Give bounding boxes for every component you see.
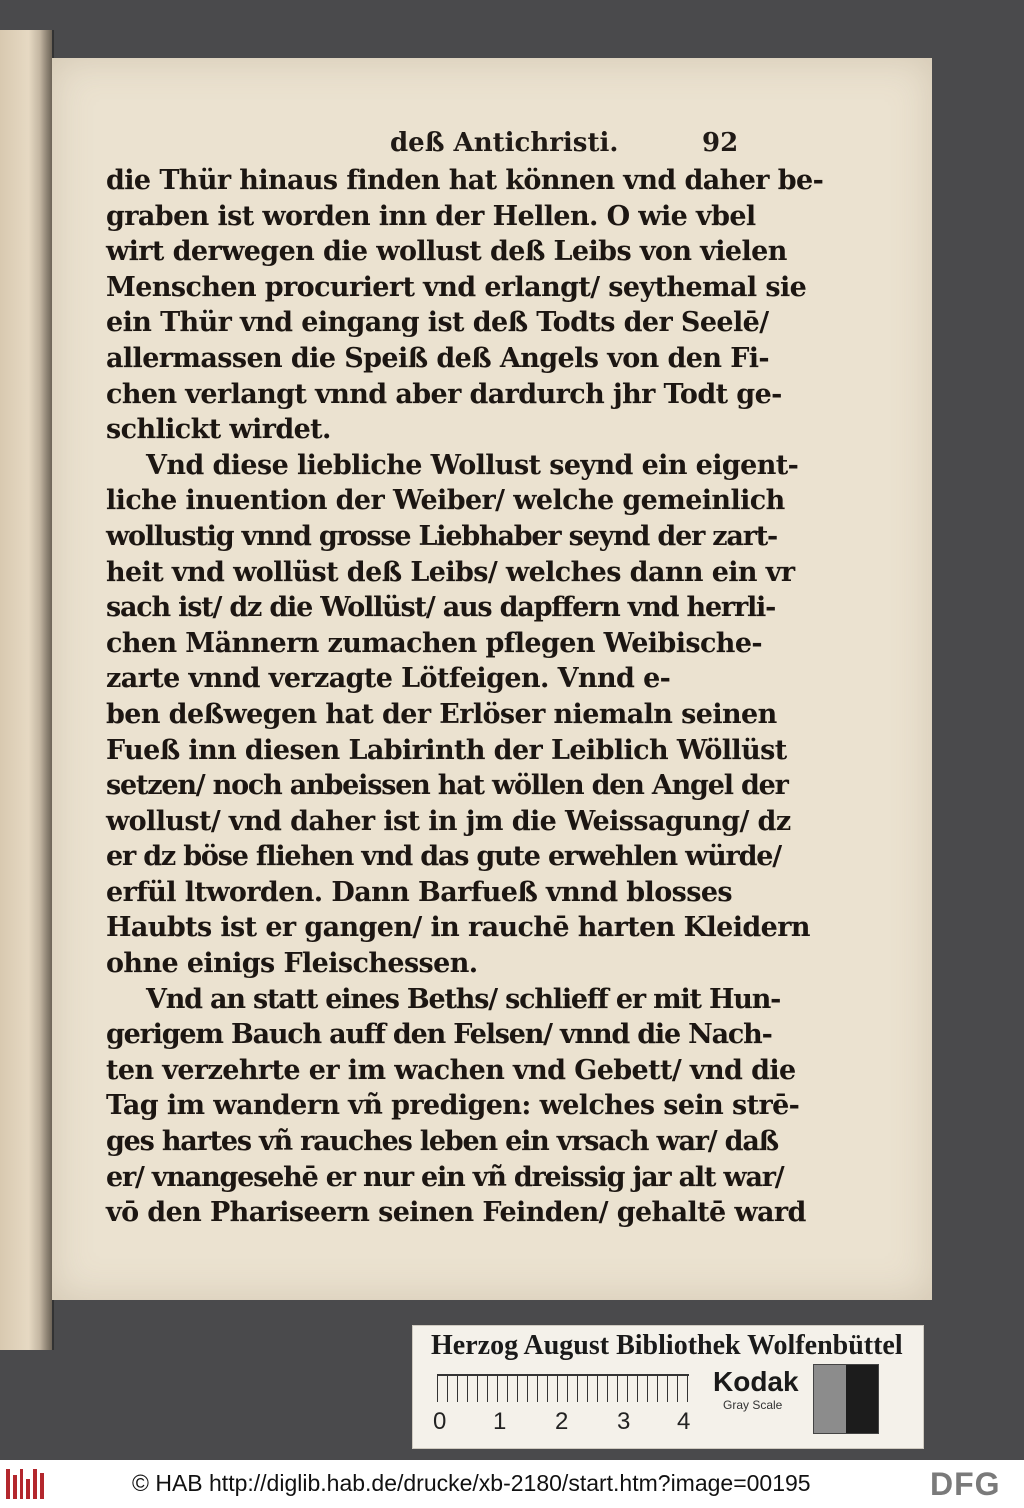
text-line: allermassen die Speiß deß Angels von den Fi- (106, 342, 770, 374)
color-reference-card (412, 1325, 924, 1449)
text-line: Tag im wandern vñ predigen: welches sein strē- (106, 1090, 800, 1122)
text-line: Haubts ist er gangen/ in rauchē harten Kleidern (106, 912, 810, 944)
text-line: gerigem Bauch auff den Felsen/ vnnd die Nach- (106, 1019, 772, 1051)
gray-swatch (813, 1364, 879, 1434)
page-body-text (106, 163, 824, 1231)
kodak-logo: Kodak (713, 1366, 799, 1397)
text-line: chen Männern zumachen pflegen Weibische- (106, 627, 763, 659)
page-number: 92 (702, 128, 739, 158)
text-line: zarte vnnd verzagte Lötfeigen. Vnnd e- (106, 663, 671, 695)
hab-logo-icon (6, 1469, 44, 1499)
running-head: deß Antichristi. (390, 128, 619, 158)
text-line: Menschen procuriert vnd erlangt/ seythemal sie (106, 271, 807, 303)
text-line: die Thür hinaus finden hat können vnd daher be- (106, 165, 824, 196)
text-line: vō den Phariseern seinen Feinden/ gehaltē ward (106, 1197, 806, 1229)
text-line: wirt derwegen die wollust deß Leibs von vielen (106, 236, 787, 268)
text-line: setzen/ noch anbeissen hat wöllen den Angel der (106, 770, 788, 802)
text-line: sach ist/ dz die Wollüst/ aus dapffern vnd herrli- (106, 592, 776, 624)
text-line: liche inuention der Weiber/ welche gemeinlich (106, 485, 785, 517)
gray-patch (814, 1365, 846, 1433)
gray-scale-label: Gray Scale (723, 1398, 783, 1412)
scale-number: 2 (555, 1408, 569, 1435)
footer-bar (0, 1460, 1024, 1508)
dfg-logo: DFG (930, 1466, 1001, 1502)
text-line: chen verlangt vnnd aber dardurch jhr Todt ge- (106, 378, 782, 410)
black-patch (846, 1365, 878, 1433)
scale-number: 1 (493, 1408, 507, 1435)
text-line: ein Thür vnd eingang ist deß Todts der Seelē/ (106, 307, 769, 339)
text-line: erfül ltworden. Dann Barfueß vnnd blosses (106, 876, 732, 908)
library-name: Herzog August Bibliothek Wolfenbüttel (431, 1330, 903, 1361)
scale-number: 0 (433, 1408, 447, 1435)
text-line: wollust/ vnd daher ist in jm die Weissagung/ dz (106, 805, 791, 837)
text-line: ges hartes vñ rauches leben ein vrsach war/ daß (106, 1126, 778, 1158)
text-line: er dz böse fliehen vnd das gute erwehlen würde/ (106, 841, 781, 873)
text-line: wollustig vnnd grosse Liebhaber seynd der zart- (106, 520, 778, 552)
text-line: schlickt wirdet. (106, 414, 331, 446)
text-line: graben ist worden inn der Hellen. O wie vbel (106, 200, 756, 232)
citation-link[interactable]: © HAB http://diglib.hab.de/drucke/xb-2180/start.htm?image=00195 (132, 1470, 811, 1496)
text-line: ten verzehrte er im wachen vnd Gebett/ vnd die (106, 1054, 796, 1086)
text-line: Fueß inn diesen Labirinth der Leiblich Wöllüst (106, 734, 787, 766)
scale-number: 3 (617, 1408, 631, 1435)
text-line: er/ vnangesehē er nur ein vñ dreissig jar alt war/ (106, 1161, 784, 1193)
text-line: Vnd an statt eines Beths/ schlieff er mit Hun- (146, 983, 781, 1015)
ruler-scale (437, 1374, 689, 1402)
text-line: ben deßwegen hat der Erlöser niemaln seinen (106, 698, 777, 730)
text-line: ohne einigs Fleischessen. (106, 948, 478, 980)
text-line: Vnd diese liebliche Wollust seynd ein eigent- (146, 449, 799, 481)
scale-number: 4 (677, 1408, 691, 1435)
text-line: heit vnd wollüst deß Leibs/ welches dann ein vr (106, 556, 795, 588)
